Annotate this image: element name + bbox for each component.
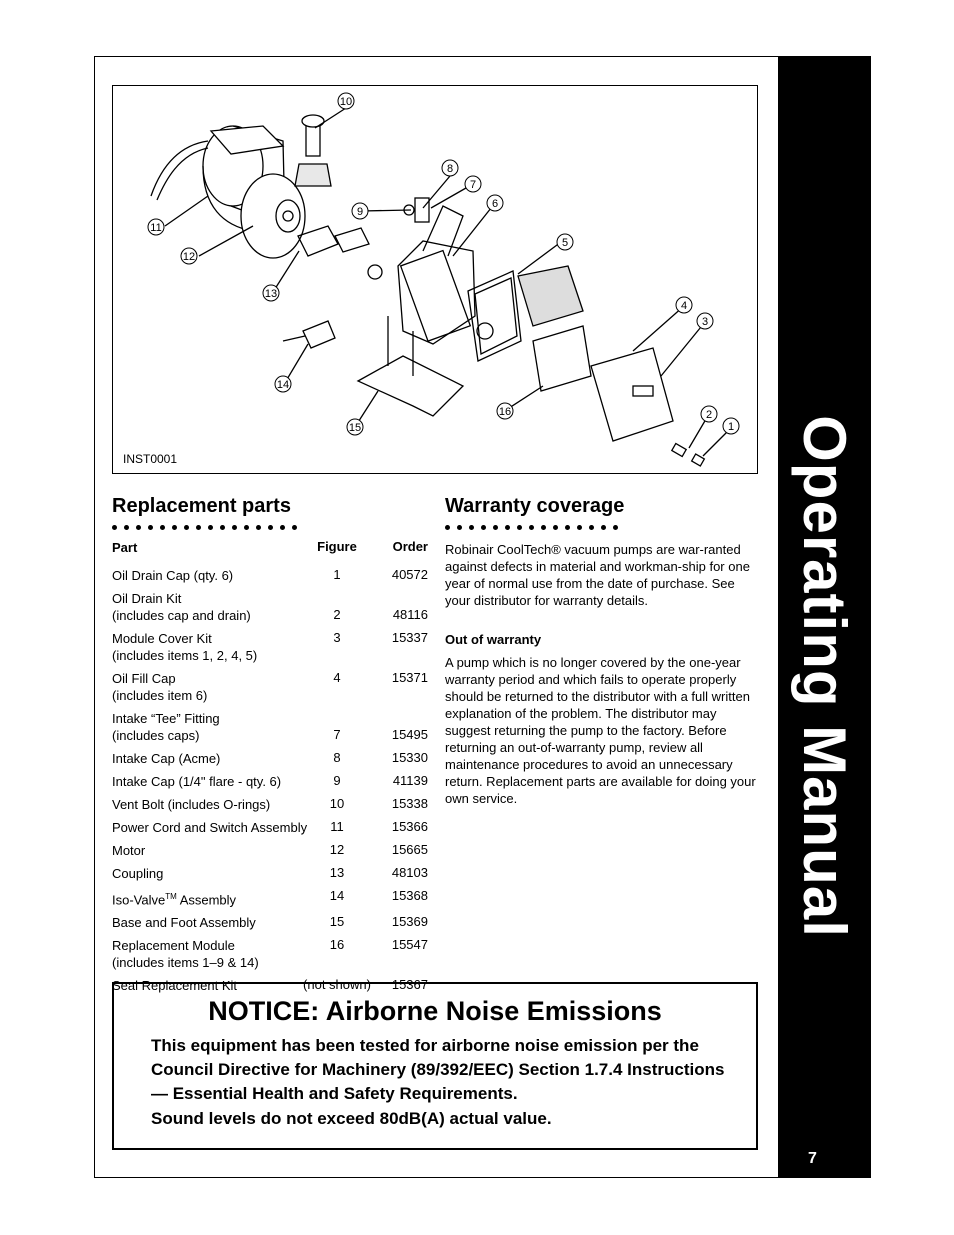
- svg-text:7: 7: [469, 179, 477, 191]
- part-name: Iso-Valve™ Assembly: [112, 892, 237, 908]
- svg-text:2: 2: [705, 409, 713, 421]
- svg-text:4: 4: [680, 300, 688, 312]
- exploded-parts-diagram: [112, 85, 758, 474]
- callout-9: [352, 203, 368, 219]
- svg-text:13: 13: [264, 288, 278, 300]
- svg-text:9: 9: [356, 206, 364, 218]
- parts-row: [112, 567, 430, 584]
- parts-row: [112, 865, 430, 882]
- svg-text:3: 3: [701, 316, 709, 328]
- part-name: Base and Foot Assembly: [112, 915, 256, 931]
- svg-text:5: 5: [561, 237, 569, 249]
- parts-table: [112, 539, 430, 1000]
- part-name: Motor: [112, 843, 146, 858]
- warranty-body: Robinair CoolTech® vacuum pumps are war-ranted against defects in material and workman-ship for one year of normal use from the date of purchase. See your distributor for warranty details.: [445, 542, 750, 608]
- part-name: Oil Drain Kit (includes cap and drain): [112, 591, 251, 623]
- part-order-number: 15337: [391, 630, 428, 645]
- callout-13: [263, 285, 279, 301]
- svg-text:6: 6: [491, 198, 499, 210]
- parts-row: [112, 710, 430, 744]
- noise-notice-box: [112, 982, 758, 1150]
- callout-15: [347, 419, 363, 435]
- part-figure: 2: [333, 607, 341, 622]
- part-name: Intake “Tee” Fitting (includes caps): [112, 711, 220, 743]
- callout-3: [697, 313, 713, 329]
- callout-16: [497, 403, 513, 419]
- col-part: Part: [112, 540, 138, 555]
- svg-text:11: 11: [150, 222, 162, 234]
- part-figure: 9: [333, 773, 341, 788]
- part-order-number: 40572: [391, 567, 428, 582]
- svg-text:14: 14: [276, 379, 290, 391]
- warranty-section: [445, 495, 760, 806]
- page-number: 7: [808, 1150, 817, 1167]
- notice-title: NOTICE: Airborne Noise Emissions: [208, 996, 662, 1026]
- callout-2: [701, 406, 717, 422]
- part-order-number: 15367: [391, 977, 428, 993]
- part-order-number: 15369: [391, 914, 428, 930]
- parts-row: [112, 750, 430, 767]
- col-figure: Figure: [317, 539, 357, 554]
- part-name: Coupling: [112, 866, 164, 881]
- heading-dots: [112, 525, 430, 530]
- sidebar-title: Operating Manual: [790, 414, 858, 938]
- part-name: Oil Fill Cap (includes item 6): [112, 671, 208, 703]
- parts-row: [112, 590, 430, 624]
- callout-7: [465, 176, 481, 192]
- parts-row: [112, 819, 430, 836]
- callout-8: [442, 160, 458, 176]
- part-name: Module Cover Kit (includes items 1, 2, 4, 5): [112, 631, 258, 663]
- part-figure: 8: [333, 750, 341, 765]
- part-order-number: 15547: [391, 937, 428, 953]
- callout-6: [487, 195, 503, 211]
- svg-text:10: 10: [339, 96, 353, 108]
- warranty-heading: Warranty coverage: [445, 495, 625, 517]
- svg-text:1: 1: [727, 421, 735, 433]
- replacement-parts-heading: Replacement parts: [112, 495, 291, 517]
- parts-row: [112, 670, 430, 704]
- part-name: Intake Cap (Acme): [112, 751, 221, 766]
- callout-1: [723, 418, 739, 434]
- part-name: Oil Drain Cap (qty. 6): [112, 568, 234, 583]
- part-figure: 4: [333, 670, 341, 685]
- callout-10: [338, 93, 354, 109]
- part-order-number: 41139: [392, 773, 428, 788]
- parts-row: [112, 842, 430, 859]
- callout-11: [148, 219, 164, 235]
- figure-id: INST0001: [123, 452, 178, 466]
- part-name: Power Cord and Switch Assembly: [112, 820, 308, 835]
- svg-text:16: 16: [498, 406, 512, 418]
- parts-row: [112, 937, 430, 971]
- replacement-parts-section: [112, 495, 430, 994]
- callout-4: [676, 297, 692, 313]
- callout-14: [275, 376, 291, 392]
- parts-row: [112, 888, 430, 908]
- part-figure: 12: [329, 842, 345, 857]
- notice-body: This equipment has been tested for airborne noise emission per the Council Directive for Machinery (89/392/EEC) Section 1.7.4 Instructions — Essential Health and Safety Requirements.: [151, 1036, 725, 1103]
- part-figure: 10: [329, 796, 345, 811]
- out-of-warranty-body: A pump which is no longer covered by the one-year warranty period and which fails to operate properly should be returned to the distributor with a full written explanation of the problem. The distributor may suggest returning the pump to the factory. Before returning an out-of-warranty pump, review all maintenance procedures to avoid an unnecessary return. Replacement parts are available for doing your own service.: [445, 655, 756, 806]
- part-name: Vent Bolt (includes O-rings): [112, 797, 271, 812]
- part-order-number: 15371: [391, 670, 428, 685]
- notice-sound-level: Sound levels do not exceed 80dB(A) actual value.: [151, 1109, 552, 1128]
- part-name: Replacement Module (includes items 1–9 & 14): [112, 938, 259, 971]
- part-figure: 14: [329, 888, 345, 903]
- part-order-number: 15495: [391, 727, 428, 742]
- part-figure: 1: [333, 567, 341, 582]
- part-name: Intake Cap (1/4" flare - qty. 6): [112, 774, 282, 789]
- part-figure: 3: [333, 630, 341, 645]
- callout-12: [181, 248, 197, 264]
- parts-row: [112, 796, 430, 813]
- part-order-number: 15338: [391, 796, 428, 811]
- part-order-number: 15665: [391, 842, 428, 857]
- part-order-number: 48116: [392, 607, 428, 622]
- part-figure: 16: [329, 937, 345, 953]
- part-name: Seal Replacement Kit: [112, 978, 238, 994]
- svg-text:15: 15: [348, 422, 362, 434]
- pump-illustration: [113, 86, 756, 472]
- callout-5: [557, 234, 573, 250]
- col-order: Order: [392, 539, 428, 554]
- parts-table-header: [112, 539, 430, 561]
- out-of-warranty-heading: Out of warranty: [445, 632, 542, 647]
- heading-dots: [445, 525, 760, 530]
- part-order-number: 15366: [391, 819, 428, 834]
- part-figure: (not shown): [303, 977, 371, 993]
- part-figure: 7: [333, 727, 341, 742]
- part-order-number: 15330: [391, 750, 428, 765]
- parts-row: [112, 914, 430, 931]
- part-figure: 13: [329, 865, 345, 880]
- part-order-number: 15368: [391, 888, 428, 903]
- svg-text:12: 12: [182, 251, 196, 263]
- part-figure: 11: [330, 819, 344, 834]
- part-order-number: 48103: [391, 865, 428, 880]
- sidebar: [778, 56, 871, 1178]
- parts-row: [112, 773, 430, 790]
- parts-row: [112, 630, 430, 664]
- part-figure: 15: [329, 914, 345, 930]
- svg-text:8: 8: [446, 163, 454, 175]
